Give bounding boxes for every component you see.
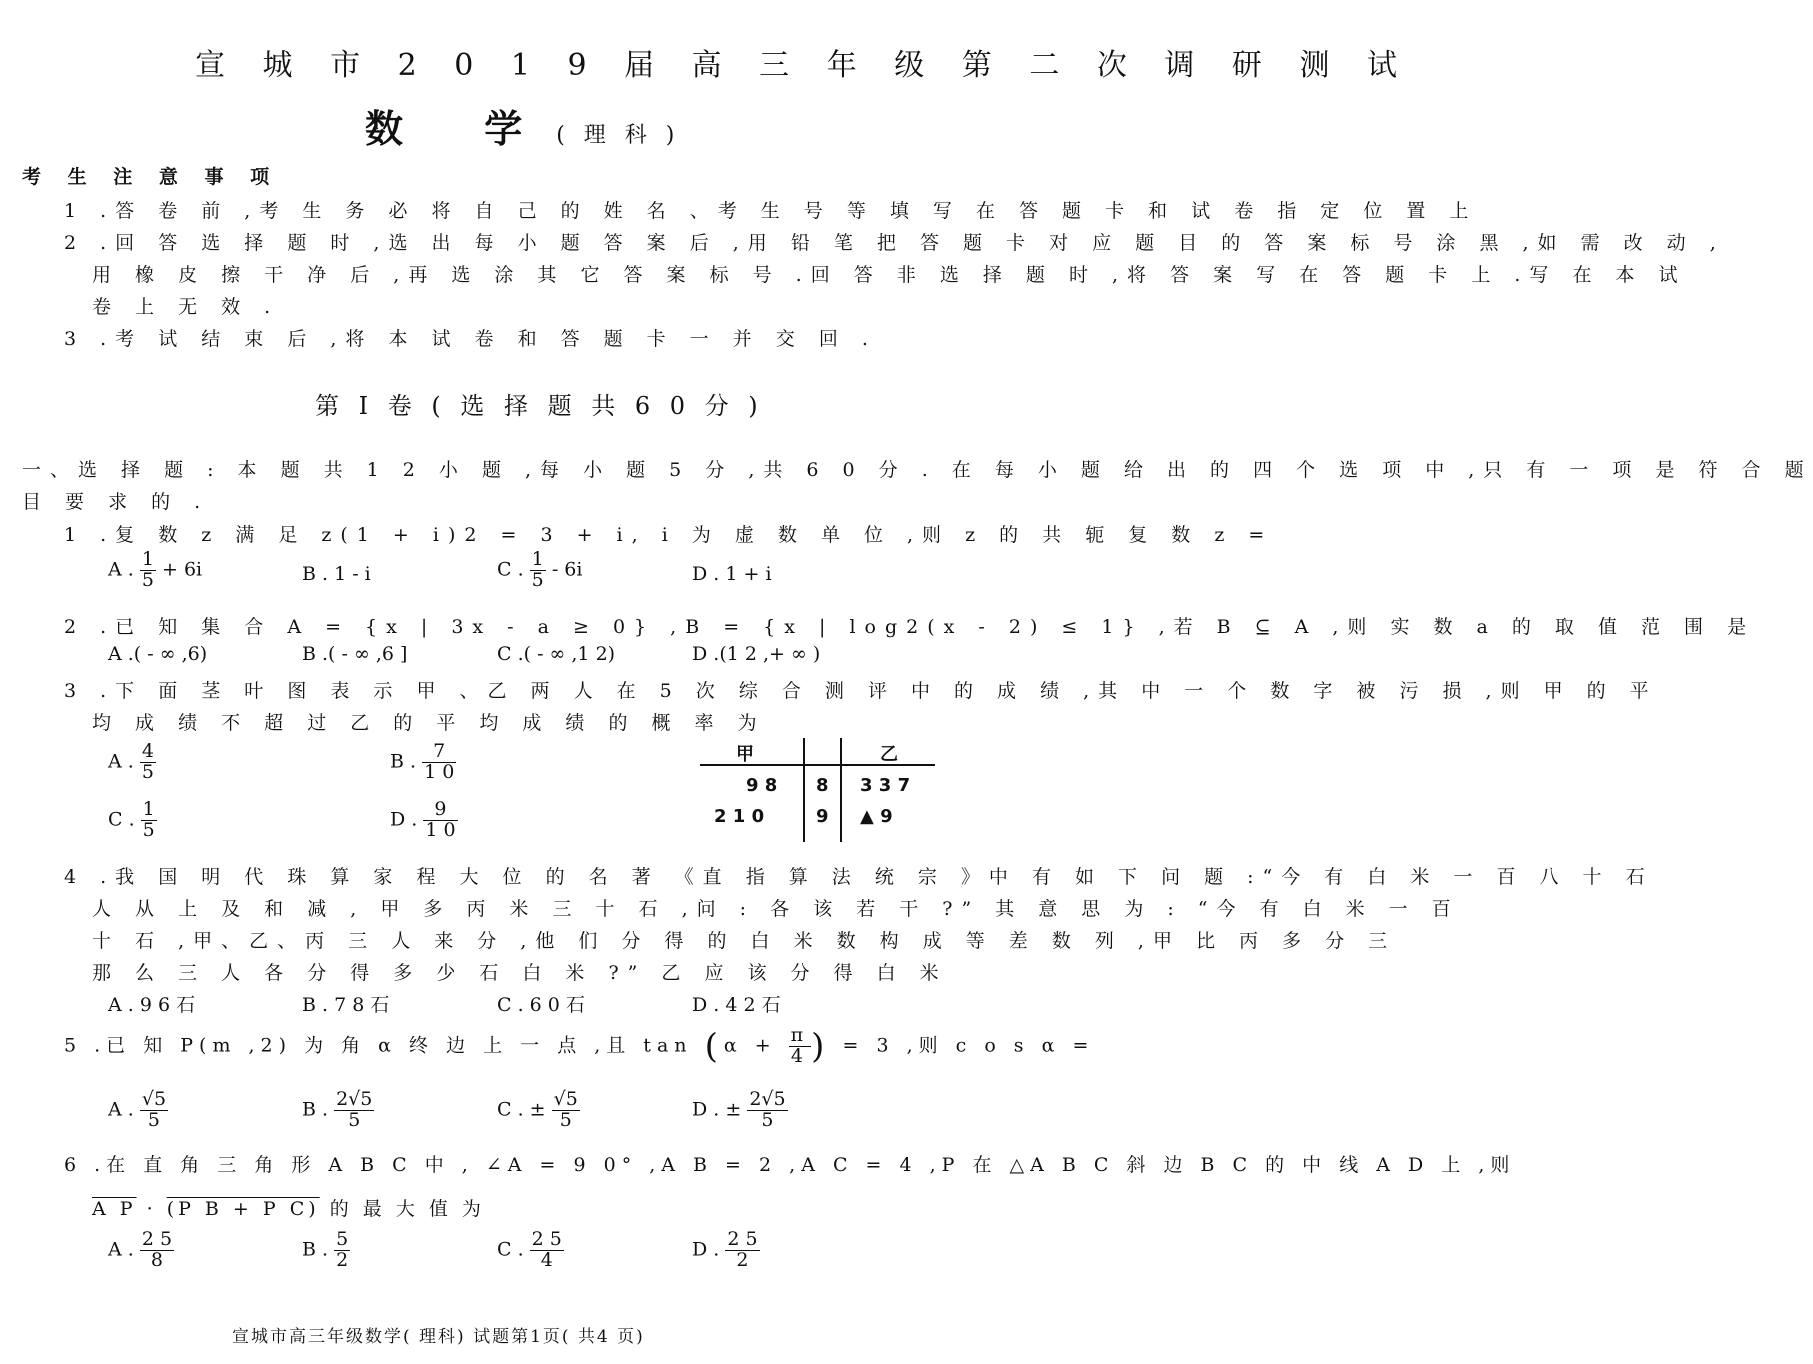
page-footer: 宣城市高三年级数学( 理科) 试题第1页( 共4 页)	[232, 1327, 645, 1347]
plot-head-left: 甲	[736, 744, 754, 765]
q4-option-d: D . 4 2 石	[692, 994, 781, 1016]
q5-option-d: D . ± $\frac{2√5}{5}$	[692, 1088, 786, 1131]
plot-row1-stem: 8	[816, 775, 829, 796]
subject-title	[365, 98, 680, 153]
plot-head-right: 乙	[880, 744, 898, 765]
q4-option-c: C . 6 0 石	[497, 994, 585, 1016]
stem-leaf-plot	[700, 738, 935, 842]
q1-option-a: A . $\frac{1}{5}$ + 6i	[108, 548, 203, 591]
q4-option-a: A . 9 6 石	[108, 994, 196, 1016]
q6-option-d: D . $\frac{2 5}{2}$	[692, 1228, 758, 1271]
q4-option-b: B . 7 8 石	[302, 994, 390, 1016]
plot-left-divider	[803, 738, 805, 842]
q3-option-a: A . $\frac{4}{5}$	[108, 740, 154, 783]
note-1: 1 .答 卷 前 ,考 生 务 必 将 自 己 的 姓 名 、考 生 号 等 填 写 在 答 题 卡 和 试 卷 指 定 位 置 上	[64, 200, 1478, 222]
q1-option-b: B . 1 - i	[302, 563, 371, 585]
q5-stem: 5 .已 知 P(m ,2) 为 角 α 终 边 上 一 点 ,且 tan (α + $\frac{\pi}{4}$ ) = 3 ,则 c o s α =	[64, 1024, 1095, 1067]
note-2: 2 .回 答 选 择 题 时 ,选 出 每 小 题 答 案 后 ,用 铅 笔 把 答 题 卡 对 应 题 目 的 答 案 标 号 涂 黑 ,如 需 改 动 ,	[64, 232, 1725, 254]
q3-option-d: D . $\frac{9}{1 0}$	[390, 798, 456, 841]
q6-stem: 6 .在 直 角 三 角 形 A B C 中 , ∠A = 9 0° ,A B = 2 ,A C = 4 ,P 在 △A B C 斜 边 B C 的 中 线 A D 上 ,则	[64, 1154, 1516, 1176]
q5-option-b: B . $\frac{2√5}{5}$	[302, 1088, 373, 1131]
note-2-end: 卷 上 无 效 .	[92, 296, 280, 318]
q3-option-c: C . $\frac{1}{5}$	[108, 798, 155, 841]
section-title: 第 Ⅰ 卷 ( 选 择 题 共 6 0 分 )	[315, 392, 764, 420]
q1-stem: 1 .复 数 z 满 足 z(1 + i)2 = 3 + i, i 为 虚 数 单 位 ,则 z 的 共 轭 复 数 z =	[64, 524, 1274, 546]
plot-right-divider	[840, 738, 842, 842]
q6-stem-cont: A P · (P B + P C) 的 最 大 值 为	[92, 1198, 485, 1220]
plot-row1-right: 3 3 7	[860, 775, 911, 796]
q4-stem: 4 .我 国 明 代 珠 算 家 程 大 位 的 名 著 《直 指 算 法 统 宗 》中 有 如 下 问 题 :“今 有 白 米 一 百 八 十 石	[64, 866, 1654, 888]
q2-option-a: A .( - ∞ ,6)	[108, 643, 208, 665]
q6-option-c: C . $\frac{2 5}{4}$	[497, 1228, 562, 1271]
q4-stem-cont-3: 那 么 三 人 各 分 得 多 少 石 白 米 ?” 乙 应 该 分 得 白 米	[92, 962, 948, 984]
plot-row2-left: 2 1 0	[714, 806, 765, 827]
plot-row2-stem: 9	[816, 806, 829, 827]
q4-stem-cont-2: 十 石 ,甲、乙、丙 三 人 来 分 ,他 们 分 得 的 白 米 数 构 成 等 差 数 列 ,甲 比 丙 多 分 三	[92, 930, 1397, 952]
section-intro-cont: 目 要 求 的 .	[22, 491, 210, 513]
section-intro: 一、选 择 题 : 本 题 共 1 2 小 题 ,每 小 题 5 分 ,共 6 0 分 . 在 每 小 题 给 出 的 四 个 选 项 中 ,只 有 一 项 是 符 合 题	[22, 459, 1813, 481]
vector-ap: A P	[92, 1198, 137, 1220]
q1-option-c: C . $\frac{1}{5}$ - 6i	[497, 548, 583, 591]
q3-stem: 3 .下 面 茎 叶 图 表 示 甲 、乙 两 人 在 5 次 综 合 测 评 中 的 成 绩 ,其 中 一 个 数 字 被 污 损 ,则 甲 的 平	[64, 680, 1658, 702]
q5-option-a: A . $\frac{√5}{5}$	[108, 1088, 167, 1131]
note-3: 3 .考 试 结 束 后 ,将 本 试 卷 和 答 题 卡 一 并 交 回 .	[64, 328, 877, 350]
plot-row2-right: ▲ 9	[860, 806, 893, 827]
q3-option-b: B . $\frac{7}{1 0}$	[390, 740, 455, 783]
q2-stem: 2 .已 知 集 合 A = {x | 3x - a ≥ 0} ,B = {x | log2(x - 2) ≤ 1} ,若 B ⊆ A ,则 实 数 a 的 取 值 范 围 是	[64, 616, 1756, 638]
exam-title: 宣 城 市 2 0 1 9 届 高 三 年 级 第 二 次 调 研 测 试	[195, 48, 1411, 83]
q2-option-b: B .( - ∞ ,6 ]	[302, 643, 408, 665]
plot-row1-left: 9 8	[746, 775, 778, 796]
q2-option-d: D .(1 2 ,+ ∞ )	[692, 643, 821, 665]
vector-sum: (P B + P C)	[166, 1198, 320, 1220]
q3-stem-cont: 均 成 绩 不 超 过 乙 的 平 均 成 绩 的 概 率 为	[92, 712, 766, 734]
q1-option-d: D . 1 + i	[692, 563, 772, 585]
q6-option-a: A . $\frac{2 5}{8}$	[108, 1228, 173, 1271]
q6-option-b: B . $\frac{5}{2}$	[302, 1228, 349, 1271]
q5-option-c: C . ± $\frac{√5}{5}$	[497, 1088, 578, 1131]
note-2-cont: 用 橡 皮 擦 干 净 后 ,再 选 涂 其 它 答 案 标 号 .回 答 非 选 择 题 时 ,将 答 案 写 在 答 题 卡 上 .写 在 本 试	[92, 264, 1687, 286]
q2-option-c: C .( - ∞ ,1 2)	[497, 643, 616, 665]
notes-heading: 考 生 注 意 事 项	[22, 166, 280, 188]
subject-label: 数 学	[365, 106, 557, 151]
q4-stem-cont-1: 人 从 上 及 和 减 , 甲 多 丙 米 三 十 石 ,问 : 各 该 若 干 ?” 其 意 思 为 : “今 有 白 米 一 百	[92, 898, 1460, 920]
subject-note: ( 理 科 )	[556, 123, 681, 148]
